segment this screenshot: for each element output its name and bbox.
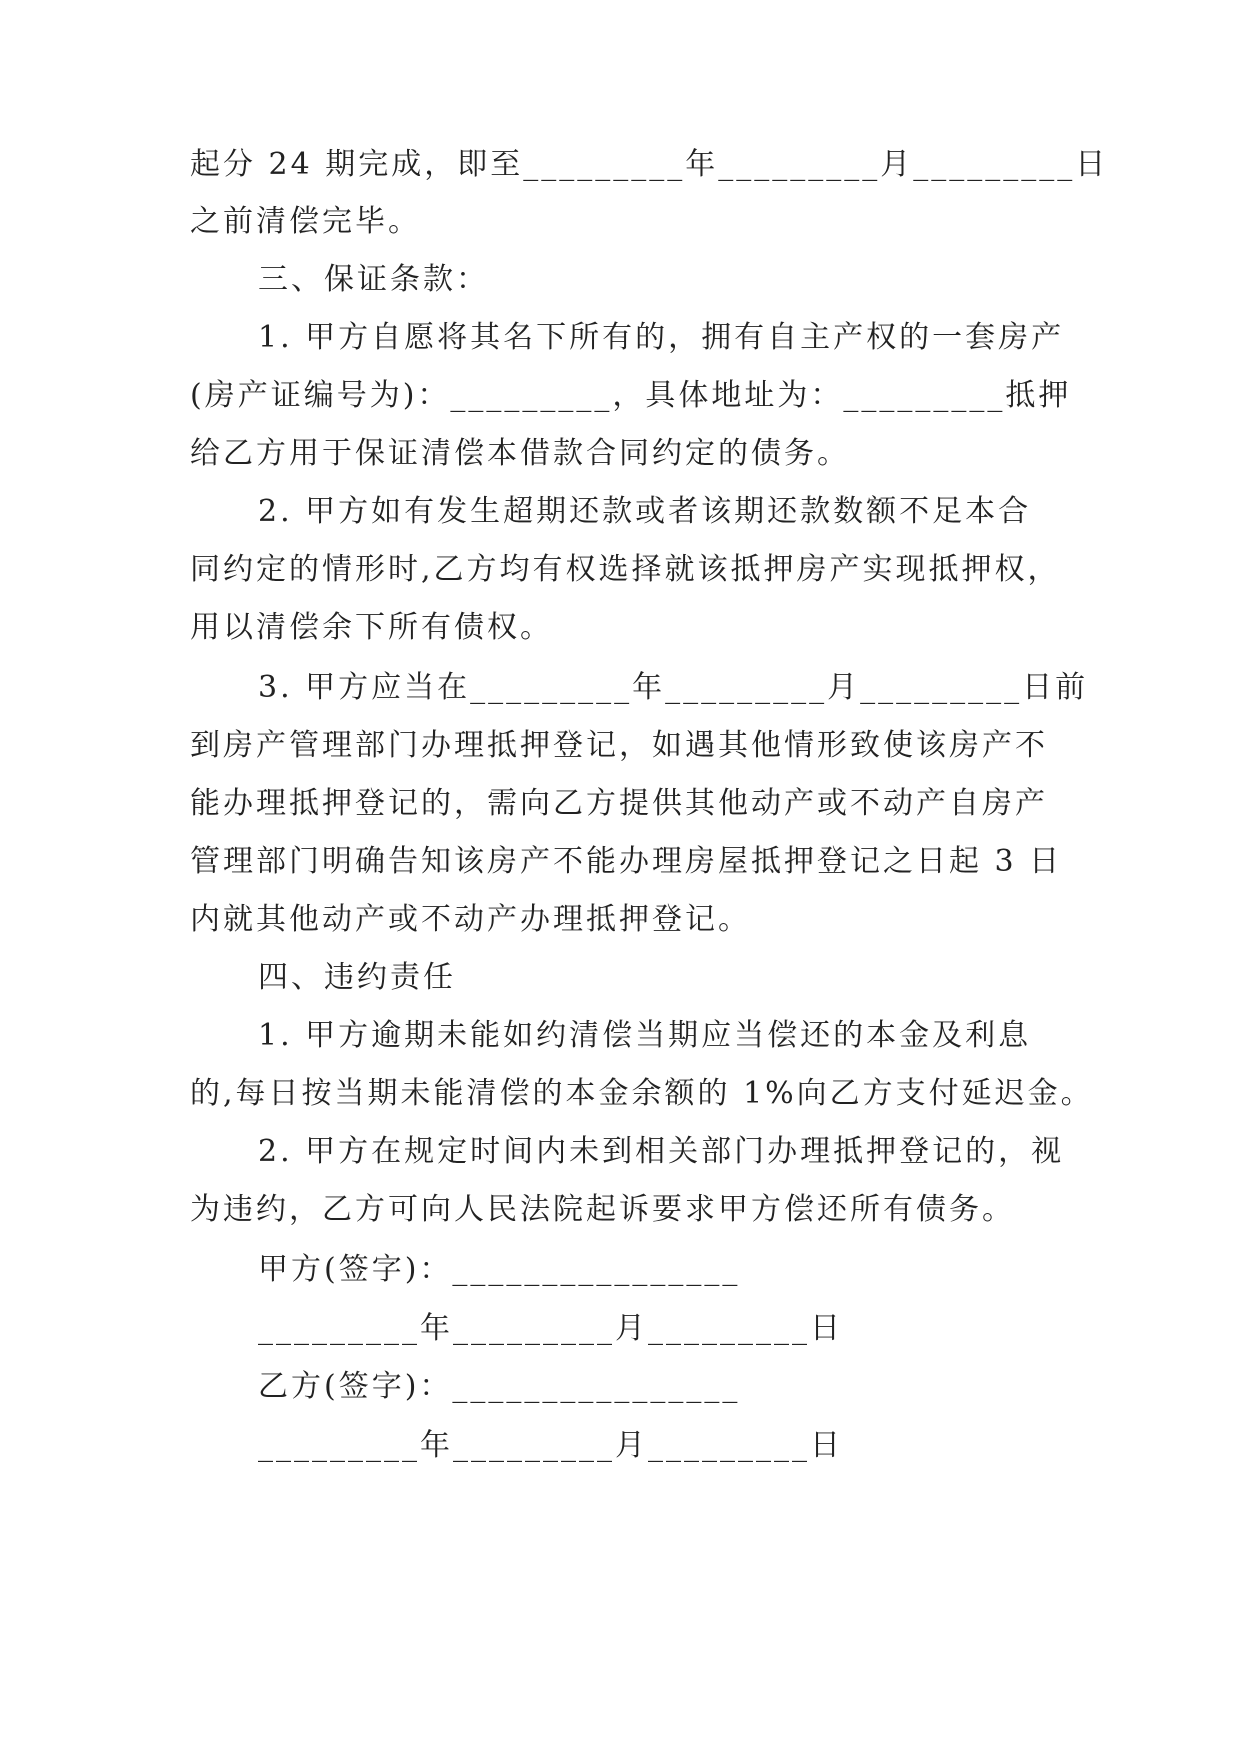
text-line: 能办理抵押登记的，需向乙方提供其他动产或不动产自房产: [190, 786, 1048, 821]
section-heading: 四、违约责任: [258, 960, 456, 995]
text-line: 给乙方用于保证清偿本借款合同约定的债务。: [190, 436, 850, 471]
text-line: 2. 甲方如有发生超期还款或者该期还款数额不足本合: [258, 494, 1032, 529]
text-line: 2. 甲方在规定时间内未到相关部门办理抵押登记的，视: [258, 1134, 1065, 1169]
text-line: 内就其他动产或不动产办理抵押登记。: [190, 902, 751, 937]
party-a-signature: 甲方(签字)：________________: [258, 1252, 741, 1287]
text-line: 管理部门明确告知该房产不能办理房屋抵押登记之日起 3 日: [190, 844, 1063, 879]
text-line: 1. 甲方自愿将其名下所有的，拥有自主产权的一套房产: [258, 320, 1065, 355]
text-line: 起分 24 期完成，即至_________年_________月_________日: [190, 147, 1109, 182]
text-line: 之前清偿完毕。: [190, 204, 421, 239]
section-heading: 三、保证条款：: [258, 262, 489, 297]
text-line: 用以清偿余下所有债权。: [190, 610, 553, 645]
party-b-date: _________年_________月_________日: [258, 1428, 843, 1463]
party-a-date: _________年_________月_________日: [258, 1311, 843, 1346]
text-line: 到房产管理部门办理抵押登记，如遇其他情形致使该房产不: [190, 728, 1048, 763]
text-line: 同约定的情形时,乙方均有权选择就该抵押房产实现抵押权，: [190, 552, 1061, 587]
text-line: 1. 甲方逾期未能如约清偿当期应当偿还的本金及利息: [258, 1018, 1032, 1053]
text-line: 为违约，乙方可向人民法院起诉要求甲方偿还所有债务。: [190, 1192, 1015, 1227]
party-b-signature: 乙方(签字)：________________: [258, 1369, 741, 1404]
text-line: 3. 甲方应当在_________年_________月_________日前: [258, 670, 1089, 705]
text-line: 的,每日按当期未能清偿的本金余额的 1%向乙方支付延迟金。: [190, 1076, 1094, 1111]
text-line: (房产证编号为)：_________，具体地址为：_________抵押: [190, 378, 1072, 413]
